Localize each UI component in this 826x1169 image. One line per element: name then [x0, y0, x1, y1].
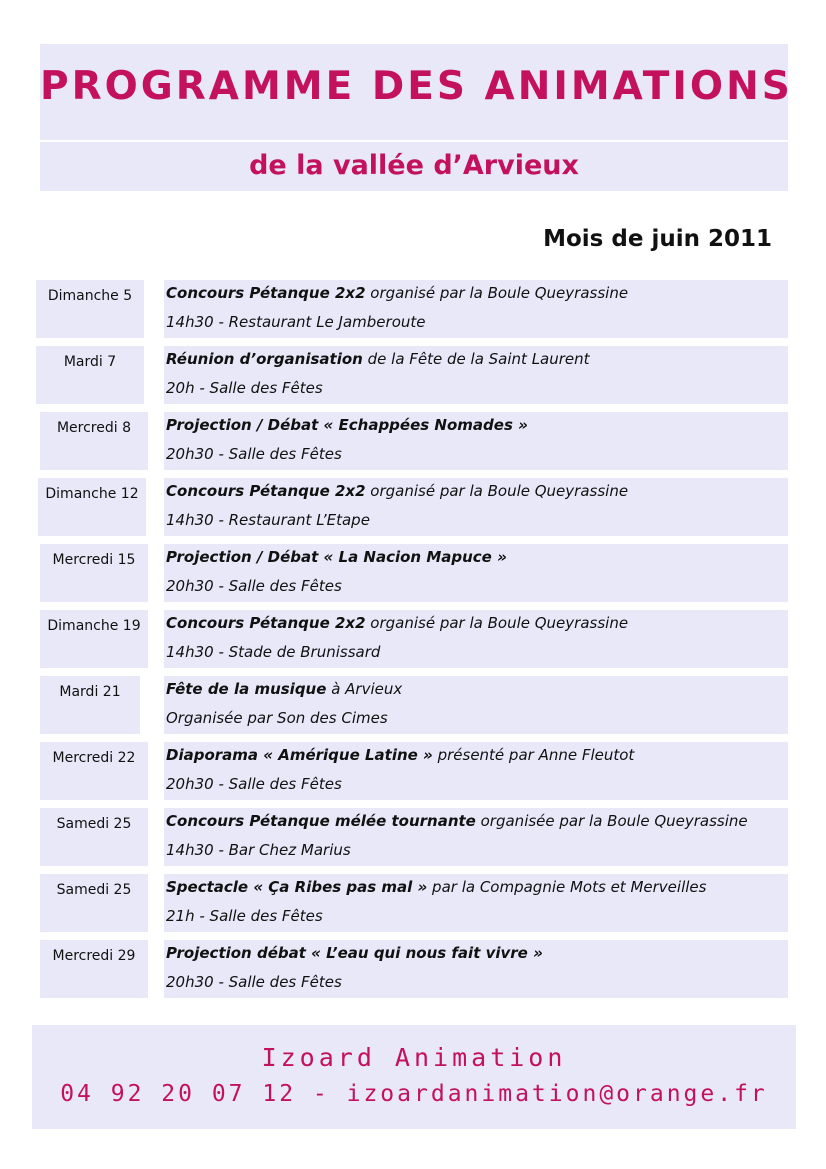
page-title: PROGRAMME DES ANIMATIONS: [40, 64, 793, 109]
event-date: Samedi 25: [40, 808, 148, 866]
event-description: [164, 412, 788, 470]
event-title: Concours Pétanque 2x2: [166, 284, 366, 302]
event-row: [0, 412, 826, 470]
event-date: Dimanche 19: [40, 610, 148, 668]
event-row: [0, 940, 826, 998]
event-date: Mercredi 22: [40, 742, 148, 800]
event-description: [164, 478, 788, 536]
event-line-1: [166, 944, 543, 962]
event-row: [0, 346, 826, 404]
event-time-place: 20h30 - Salle des Fêtes: [166, 577, 342, 595]
event-line-1: [166, 680, 402, 698]
event-row: [0, 676, 826, 734]
event-date: Dimanche 5: [36, 280, 144, 338]
event-description: [164, 280, 788, 338]
event-title: Projection / Débat « Echappées Nomades »: [166, 416, 528, 434]
event-time-place: 20h30 - Salle des Fêtes: [166, 973, 342, 991]
event-line-1: [166, 878, 706, 896]
event-description: [164, 610, 788, 668]
event-time-place: 14h30 - Restaurant L’Etape: [166, 511, 370, 529]
event-time-place: 20h30 - Salle des Fêtes: [166, 775, 342, 793]
month-heading: Mois de juin 2011: [543, 226, 772, 252]
event-description: [164, 346, 788, 404]
organization-name: Izoard Animation: [261, 1043, 567, 1072]
event-date: Mercredi 15: [40, 544, 148, 602]
event-line-1: [166, 482, 628, 500]
event-description: [164, 808, 788, 866]
event-title: Concours Pétanque 2x2: [166, 482, 366, 500]
event-description: [164, 940, 788, 998]
event-time-place: 21h - Salle des Fêtes: [166, 907, 323, 925]
event-time-place: 14h30 - Stade de Brunissard: [166, 643, 381, 661]
event-line-1: [166, 284, 628, 302]
event-title: Réunion d’organisation: [166, 350, 363, 368]
event-title: Projection / Débat « La Nacion Mapuce »: [166, 548, 507, 566]
event-row: [0, 874, 826, 932]
event-details: organisée par la Boule Queyrassine: [475, 812, 748, 830]
event-date: Mardi 7: [36, 346, 144, 404]
event-description: [164, 676, 788, 734]
event-time-place: Organisée par Son des Cimes: [166, 709, 388, 727]
event-description: [164, 544, 788, 602]
event-description: [164, 742, 788, 800]
event-time-place: 20h30 - Salle des Fêtes: [166, 445, 342, 463]
event-line-1: [166, 614, 628, 632]
event-details: à Arvieux: [326, 680, 403, 698]
header-banner: [40, 44, 793, 191]
header-divider: [40, 140, 788, 142]
footer-contact-box: [32, 1025, 796, 1129]
event-time-place: 20h - Salle des Fêtes: [166, 379, 323, 397]
event-title: Projection débat « L’eau qui nous fait vivre »: [166, 944, 543, 962]
event-row: [0, 742, 826, 800]
event-row: [0, 808, 826, 866]
event-row: [0, 478, 826, 536]
event-row: [0, 610, 826, 668]
event-details: organisé par la Boule Queyrassine: [365, 284, 629, 302]
event-title: Fête de la musique: [166, 680, 327, 698]
event-title: Concours Pétanque mélée tournante: [166, 812, 476, 830]
event-date: Mercredi 8: [40, 412, 148, 470]
event-line-1: [166, 812, 748, 830]
event-row: [0, 544, 826, 602]
event-title: Spectacle « Ça Ribes pas mal »: [166, 878, 428, 896]
event-date: Mardi 21: [40, 676, 140, 734]
event-date: Samedi 25: [40, 874, 148, 932]
event-date: Dimanche 12: [38, 478, 146, 536]
event-title: Concours Pétanque 2x2: [166, 614, 366, 632]
event-line-1: [166, 746, 634, 764]
event-details: présenté par Anne Fleutot: [432, 746, 635, 764]
event-row: [0, 280, 826, 338]
event-details: de la Fête de la Saint Laurent: [362, 350, 590, 368]
event-line-1: [166, 416, 528, 434]
event-details: organisé par la Boule Queyrassine: [365, 614, 629, 632]
event-details: organisé par la Boule Queyrassine: [365, 482, 629, 500]
event-description: [164, 874, 788, 932]
page-subtitle: de la vallée d’Arvieux: [249, 150, 579, 181]
event-date: Mercredi 29: [40, 940, 148, 998]
event-title: Diaporama « Amérique Latine »: [166, 746, 433, 764]
event-time-place: 14h30 - Bar Chez Marius: [166, 841, 351, 859]
event-line-1: [166, 350, 590, 368]
contact-info: 04 92 20 07 12 - izoardanimation@orange.fr: [60, 1081, 768, 1107]
event-details: par la Compagnie Mots et Merveilles: [427, 878, 707, 896]
event-time-place: 14h30 - Restaurant Le Jamberoute: [166, 313, 426, 331]
event-line-1: [166, 548, 507, 566]
